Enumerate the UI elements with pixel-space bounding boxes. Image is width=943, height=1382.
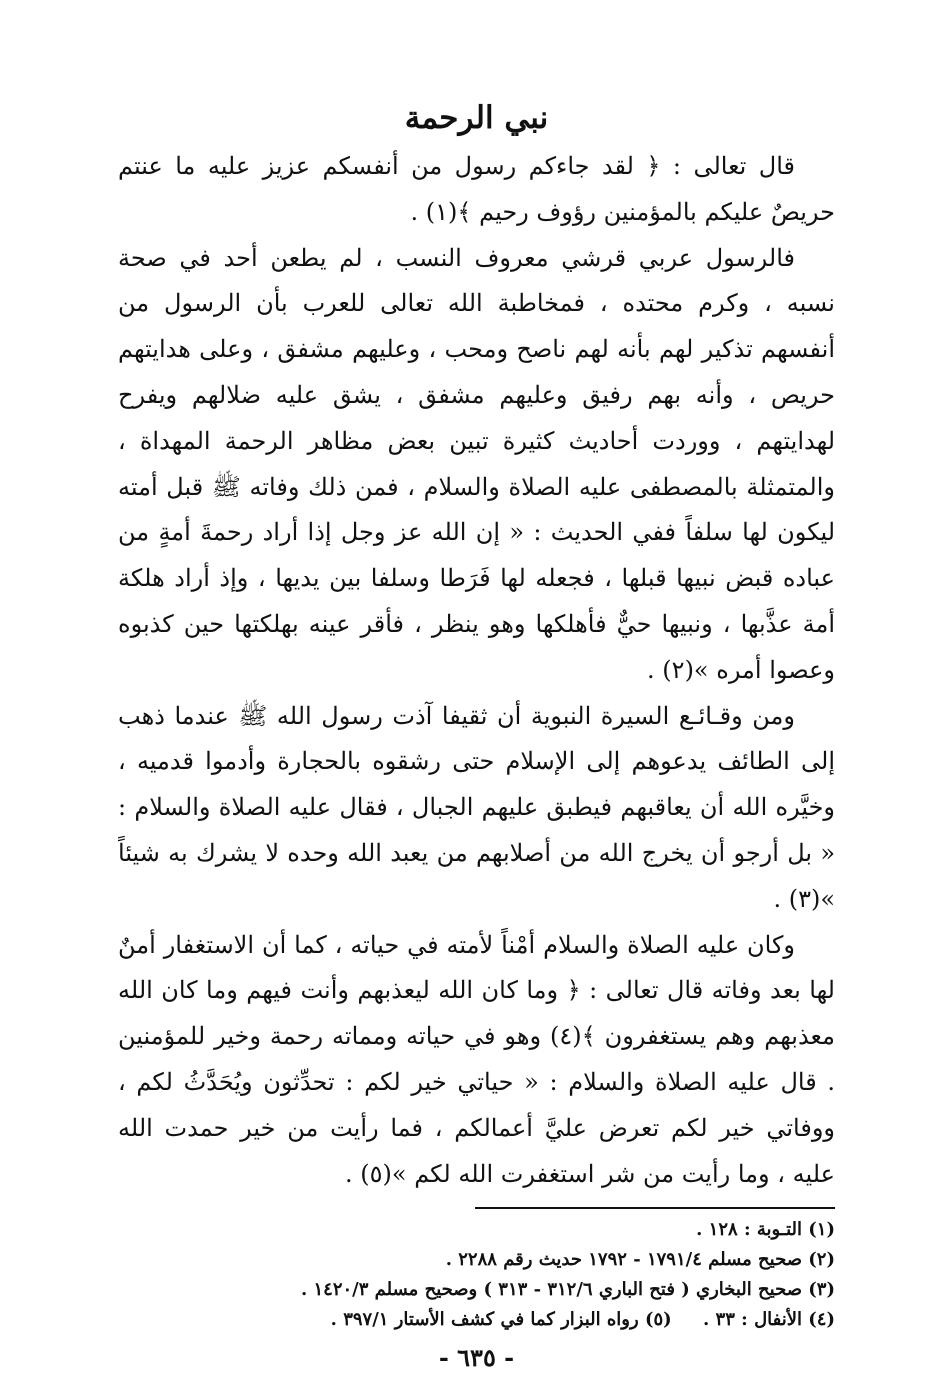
paragraph-2: فالرسول عربي قرشي معروف النسب ، لم يطعن أحد في صحة نسبه ، وكرم محتده ، فمخاطبة الله تعالى للعرب بأن الرسول من أنفسهم تذكير لهم بأنه لهم ناصح ومحب ، وعليهم مشفق ، وعلى هدايتهم حريص ، وأنه بهم رفيق وعليهم مشفق ، يشق عليه ضلالهم ويفرح لهدايتهم ، ووردت أحاديث كثيرة تبين بعض مظاهر الرحمة المهداة ، والمتمثلة بالمصطفى عليه الصلاة والسلام ، فمن ذلك وفاته ﷺ قبل أمته ليكون لها سلفاً ففي الحديث : « إن الله عز وجل إذا أراد رحمةَ أمةٍ من عباده قبض نبيها قبلها ، فجعله لها فَرَطا وسلفا بين يديها ، وإذ أراد هلكة أمة عذَّبها ، ونبيها حيٌّ فأهلكها وهو ينظر ، فأقر عينه بهلكتها حين كذبوه وعصوا أمره »(٢) . (118, 243, 836, 684)
footnote-4-5: (٤) الأنفال : ٣٣ . (٥) رواه البزار كما في كشف الأستار ٣٩٧/١ . (330, 1309, 835, 1331)
paragraph-4: وكان عليه الصلاة والسلام أمْناً لأمته في حياته ، كما أن الاستغفار أمنٌ لها بعد وفاته قال تعالى : ﴿ وما كان الله ليعذبهم وأنت فيهم وما كان الله معذبهم وهم يستغفرون ﴾(٤) وهو في حياته ومماته رحمة وخير للمؤمنين . قال عليه الصلاة والسلام : « حياتي خير لكم : تحدِّثون ويُحَدَّثُ لكم ، ووفاتي خير لكم تعرض عليَّ أعمالكم ، فما رأيت من خير حمدت الله عليه ، وما رأيت من شر استغفرت الله لكم »(٥) . (118, 930, 835, 1188)
paragraph-1: قال تعالى : ﴿ لقد جاءكم رسول من أنفسكم عزيز عليه ما عنتم حريصٌ عليكم بالمؤمنين رؤوف رحيم ﴾(١) . (118, 152, 835, 226)
footnote-3: (٣) صحيح البخاري ( فتح الباري ٣١٢/٦ - ٣١٣ ) وصحيح مسلم ١٤٢٠/٣ . (300, 1279, 835, 1301)
page-title: نبي الرحمة (404, 100, 549, 136)
footnote-2: (٢) صحيح مسلم ١٧٩١/٤ - ١٧٩٢ حديث رقم ٢٢٨٨ . (445, 1249, 835, 1271)
footnotes (118, 1215, 835, 1335)
paragraph-3: ومن وقـائـع السيرة النبوية أن ثقيفا آذت رسول الله ﷺ عندما ذهب إلى الطائف يدعوهم إلى الإسلام حتى رشقوه بالحجارة وأدموا قدميه ، وخيَّره الله أن يعاقبهم فيطبق عليهم الجبال ، فقال عليه الصلاة والسلام : « بل أرجو أن يخرج الله من أصلابهم من يعبد الله وحده لا يشرك به شيئاً »(٣) . (118, 701, 835, 913)
footnote-separator (475, 1207, 835, 1209)
page-number: - ٦٣٥ - (438, 1343, 515, 1373)
main-text (118, 144, 835, 1197)
footnote-1: (١) التـوبة : ١٢٨ . (696, 1219, 835, 1241)
